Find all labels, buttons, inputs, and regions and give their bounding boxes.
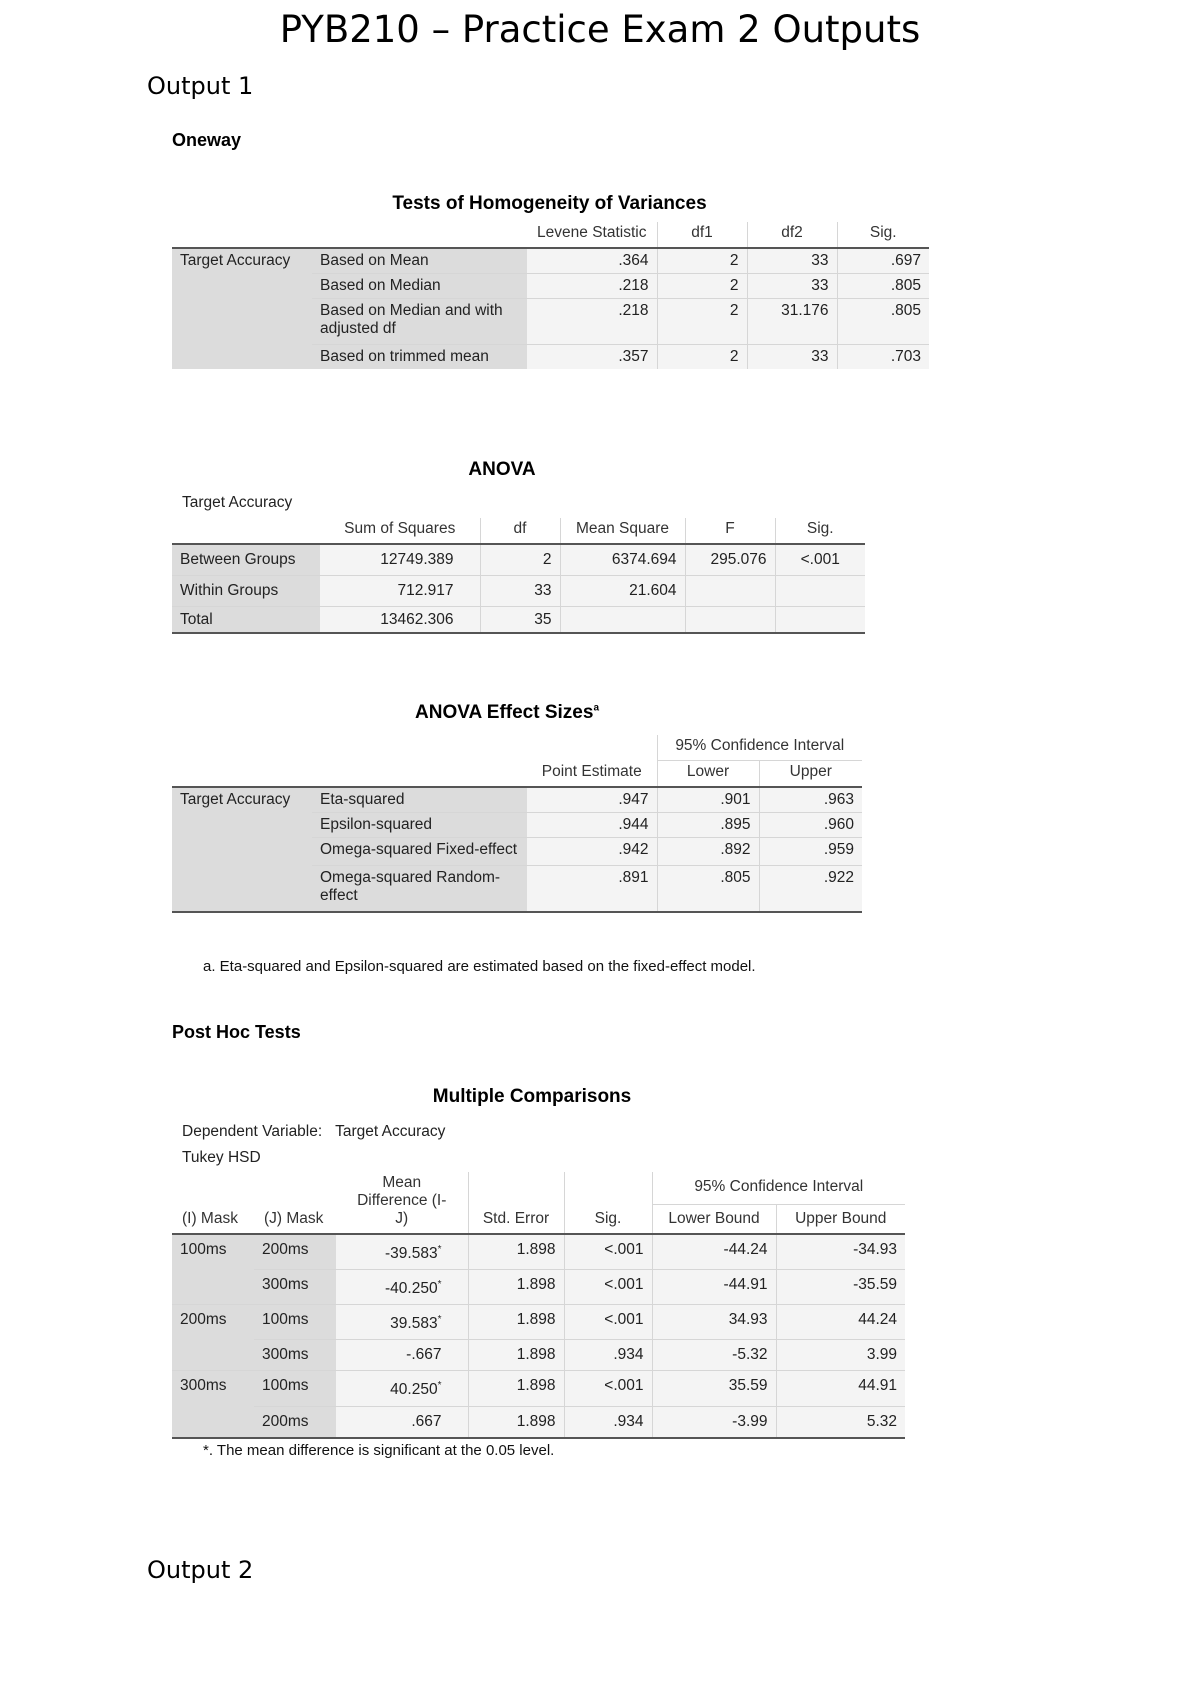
table-row bbox=[172, 576, 865, 607]
mc-md-value: -40.250 bbox=[385, 1280, 438, 1298]
mc-j-mask: 200ms bbox=[254, 1406, 336, 1438]
effect-variable: Target Accuracy bbox=[172, 787, 312, 912]
multiple-comparisons-table bbox=[172, 1172, 905, 1439]
anova-row-label: Total bbox=[172, 607, 320, 634]
anova-cell: 295.076 bbox=[685, 544, 775, 576]
mc-cell: -3.99 bbox=[652, 1406, 776, 1438]
effect-cell: .805 bbox=[657, 866, 759, 913]
anova-cell bbox=[560, 607, 685, 634]
mc-md-value: -.667 bbox=[406, 1346, 442, 1364]
anova-col-ms: Mean Square bbox=[560, 518, 685, 544]
levene-cell: .218 bbox=[527, 274, 657, 299]
mc-cell: <.001 bbox=[564, 1234, 652, 1270]
mc-star: * bbox=[437, 1314, 442, 1326]
table-row bbox=[172, 248, 929, 274]
mc-i-mask: 200ms bbox=[172, 1305, 254, 1371]
mc-col-sig: Sig. bbox=[564, 1172, 652, 1234]
mc-cell: -34.93 bbox=[776, 1234, 905, 1270]
mc-md-value: 39.583 bbox=[390, 1315, 438, 1333]
effect-col-upper: Upper bbox=[759, 761, 862, 788]
mc-md-value: -39.583 bbox=[385, 1245, 438, 1263]
levene-cell: 2 bbox=[657, 248, 747, 274]
mc-col-ci: 95% Confidence Interval bbox=[652, 1172, 905, 1204]
mc-cell: 35.59 bbox=[652, 1371, 776, 1406]
mc-cell: <.001 bbox=[564, 1270, 652, 1305]
mc-md-value: 40.250 bbox=[390, 1381, 438, 1399]
anova-cell bbox=[685, 607, 775, 634]
output-1-label: Output 1 bbox=[147, 72, 254, 100]
effect-title-text: ANOVA Effect Sizes bbox=[415, 702, 594, 723]
levene-cell: .697 bbox=[837, 248, 929, 274]
mc-star: * bbox=[437, 1244, 442, 1255]
mc-j-mask: 300ms bbox=[254, 1270, 336, 1305]
mc-cell: 1.898 bbox=[468, 1270, 564, 1305]
mc-md-cell bbox=[336, 1340, 468, 1371]
mc-j-mask: 300ms bbox=[254, 1340, 336, 1371]
table-row bbox=[172, 1270, 905, 1305]
effect-cell: .942 bbox=[527, 838, 657, 866]
effect-cell: .901 bbox=[657, 787, 759, 813]
anova-cell: 13462.306 bbox=[320, 607, 480, 634]
anova-cell: 35 bbox=[480, 607, 560, 634]
mc-star: * bbox=[437, 1279, 442, 1291]
table-row bbox=[172, 1340, 905, 1371]
effect-sizes-table bbox=[172, 735, 862, 913]
anova-col-ss: Sum of Squares bbox=[320, 518, 480, 544]
levene-col-stat: Levene Statistic bbox=[527, 222, 657, 248]
anova-variable: Target Accuracy bbox=[182, 494, 293, 511]
effect-cell: .960 bbox=[759, 813, 862, 838]
table-row bbox=[172, 1305, 905, 1340]
mc-cell: 34.93 bbox=[652, 1305, 776, 1340]
mc-method: Tukey HSD bbox=[182, 1149, 261, 1166]
mc-i-mask: 300ms bbox=[172, 1371, 254, 1438]
anova-cell: 33 bbox=[480, 576, 560, 607]
table-row bbox=[172, 544, 865, 576]
levene-row-label: Based on trimmed mean bbox=[312, 345, 527, 370]
levene-cell: .357 bbox=[527, 345, 657, 370]
levene-cell: .364 bbox=[527, 248, 657, 274]
table-row bbox=[172, 1234, 905, 1270]
levene-cell: 33 bbox=[747, 248, 837, 274]
mc-cell: 1.898 bbox=[468, 1371, 564, 1406]
oneway-heading: Oneway bbox=[172, 130, 242, 150]
mc-cell: 1.898 bbox=[468, 1305, 564, 1340]
levene-cell: .805 bbox=[837, 299, 929, 345]
output-2-label: Output 2 bbox=[147, 1556, 254, 1584]
mc-md-cell bbox=[336, 1305, 468, 1340]
mc-md-cell bbox=[336, 1234, 468, 1270]
anova-cell: 6374.694 bbox=[560, 544, 685, 576]
mc-col-md: Mean Difference (I-J) bbox=[336, 1172, 468, 1234]
mc-cell: .934 bbox=[564, 1340, 652, 1371]
mc-col-j: (J) Mask bbox=[254, 1172, 336, 1234]
mc-col-se: Std. Error bbox=[468, 1172, 564, 1234]
effect-cell: .947 bbox=[527, 787, 657, 813]
anova-table bbox=[172, 518, 865, 634]
mc-cell: <.001 bbox=[564, 1371, 652, 1406]
mc-j-mask: 100ms bbox=[254, 1371, 336, 1406]
levene-cell: 33 bbox=[747, 274, 837, 299]
mc-dependent-variable bbox=[182, 1123, 445, 1141]
effect-title-sup: a bbox=[593, 702, 599, 714]
mc-cell: 1.898 bbox=[468, 1406, 564, 1438]
document-title: PYB210 – Practice Exam 2 Outputs bbox=[279, 8, 921, 51]
anova-row-label: Between Groups bbox=[172, 544, 320, 576]
mc-md-cell bbox=[336, 1406, 468, 1438]
effect-cell: .959 bbox=[759, 838, 862, 866]
mc-cell: .934 bbox=[564, 1406, 652, 1438]
levene-row-label: Based on Median bbox=[312, 274, 527, 299]
mc-cell: 1.898 bbox=[468, 1340, 564, 1371]
effect-title bbox=[172, 702, 842, 724]
effect-row-label: Epsilon-squared bbox=[312, 813, 527, 838]
effect-footnote: a. Eta-squared and Epsilon-squared are estimated based on the fixed-effect model. bbox=[203, 958, 756, 975]
effect-cell: .944 bbox=[527, 813, 657, 838]
mc-cell: 3.99 bbox=[776, 1340, 905, 1371]
levene-cell: .218 bbox=[527, 299, 657, 345]
levene-row-label: Based on Mean bbox=[312, 248, 527, 274]
anova-cell: 2 bbox=[480, 544, 560, 576]
levene-cell: 2 bbox=[657, 274, 747, 299]
table-row bbox=[172, 607, 865, 634]
anova-cell: 12749.389 bbox=[320, 544, 480, 576]
anova-cell: <.001 bbox=[775, 544, 865, 576]
anova-cell: 712.917 bbox=[320, 576, 480, 607]
levene-cell: .805 bbox=[837, 274, 929, 299]
levene-col-sig: Sig. bbox=[837, 222, 929, 248]
levene-table bbox=[172, 222, 929, 369]
mc-dep-label: Dependent Variable: bbox=[182, 1123, 323, 1140]
anova-col-f: F bbox=[685, 518, 775, 544]
levene-col-df1: df1 bbox=[657, 222, 747, 248]
mc-cell: 5.32 bbox=[776, 1406, 905, 1438]
mc-title: Multiple Comparisons bbox=[432, 1086, 632, 1107]
mc-md-cell bbox=[336, 1270, 468, 1305]
anova-cell: 21.604 bbox=[560, 576, 685, 607]
mc-cell: -35.59 bbox=[776, 1270, 905, 1305]
mc-cell: -5.32 bbox=[652, 1340, 776, 1371]
mc-cell: 1.898 bbox=[468, 1234, 564, 1270]
effect-col-lower: Lower bbox=[657, 761, 759, 788]
effect-cell: .892 bbox=[657, 838, 759, 866]
mc-md-value: .667 bbox=[411, 1412, 442, 1430]
mc-cell: -44.91 bbox=[652, 1270, 776, 1305]
mc-i-mask: 100ms bbox=[172, 1234, 254, 1305]
mc-cell: <.001 bbox=[564, 1305, 652, 1340]
mc-j-mask: 100ms bbox=[254, 1305, 336, 1340]
anova-cell bbox=[775, 576, 865, 607]
mc-j-mask: 200ms bbox=[254, 1234, 336, 1270]
effect-cell: .891 bbox=[527, 866, 657, 913]
anova-row-label: Within Groups bbox=[172, 576, 320, 607]
anova-cell bbox=[685, 576, 775, 607]
levene-variable: Target Accuracy bbox=[172, 248, 312, 369]
mc-cell: -44.24 bbox=[652, 1234, 776, 1270]
effect-row-label: Eta-squared bbox=[312, 787, 527, 813]
effect-row-label: Omega-squared Random-effect bbox=[312, 866, 527, 913]
effect-col-point: Point Estimate bbox=[527, 735, 657, 787]
levene-row-label: Based on Median and with adjusted df bbox=[312, 299, 527, 345]
mc-dep-value: Target Accuracy bbox=[335, 1123, 446, 1140]
mc-star: * bbox=[437, 1380, 442, 1392]
effect-col-ci: 95% Confidence Interval bbox=[657, 735, 862, 761]
table-row bbox=[172, 787, 862, 813]
mc-cell: 44.91 bbox=[776, 1371, 905, 1406]
levene-cell: 31.176 bbox=[747, 299, 837, 345]
table-row bbox=[172, 1406, 905, 1438]
levene-col-df2: df2 bbox=[747, 222, 837, 248]
effect-cell: .922 bbox=[759, 866, 862, 913]
levene-cell: 2 bbox=[657, 345, 747, 370]
levene-cell: .703 bbox=[837, 345, 929, 370]
anova-col-sig: Sig. bbox=[775, 518, 865, 544]
posthoc-heading: Post Hoc Tests bbox=[172, 1022, 301, 1042]
levene-title: Tests of Homogeneity of Variances bbox=[392, 193, 707, 214]
mc-cell: 44.24 bbox=[776, 1305, 905, 1340]
anova-title: ANOVA bbox=[468, 459, 536, 480]
effect-cell: .895 bbox=[657, 813, 759, 838]
effect-cell: .963 bbox=[759, 787, 862, 813]
effect-row-label: Omega-squared Fixed-effect bbox=[312, 838, 527, 866]
mc-md-cell bbox=[336, 1371, 468, 1406]
anova-cell bbox=[775, 607, 865, 634]
mc-footnote: *. The mean difference is significant at the 0.05 level. bbox=[203, 1442, 555, 1459]
mc-col-i: (I) Mask bbox=[172, 1172, 254, 1234]
levene-cell: 33 bbox=[747, 345, 837, 370]
anova-col-df: df bbox=[480, 518, 560, 544]
mc-col-lb: Lower Bound bbox=[652, 1204, 776, 1234]
table-row bbox=[172, 1371, 905, 1406]
mc-col-ub: Upper Bound bbox=[776, 1204, 905, 1234]
levene-cell: 2 bbox=[657, 299, 747, 345]
